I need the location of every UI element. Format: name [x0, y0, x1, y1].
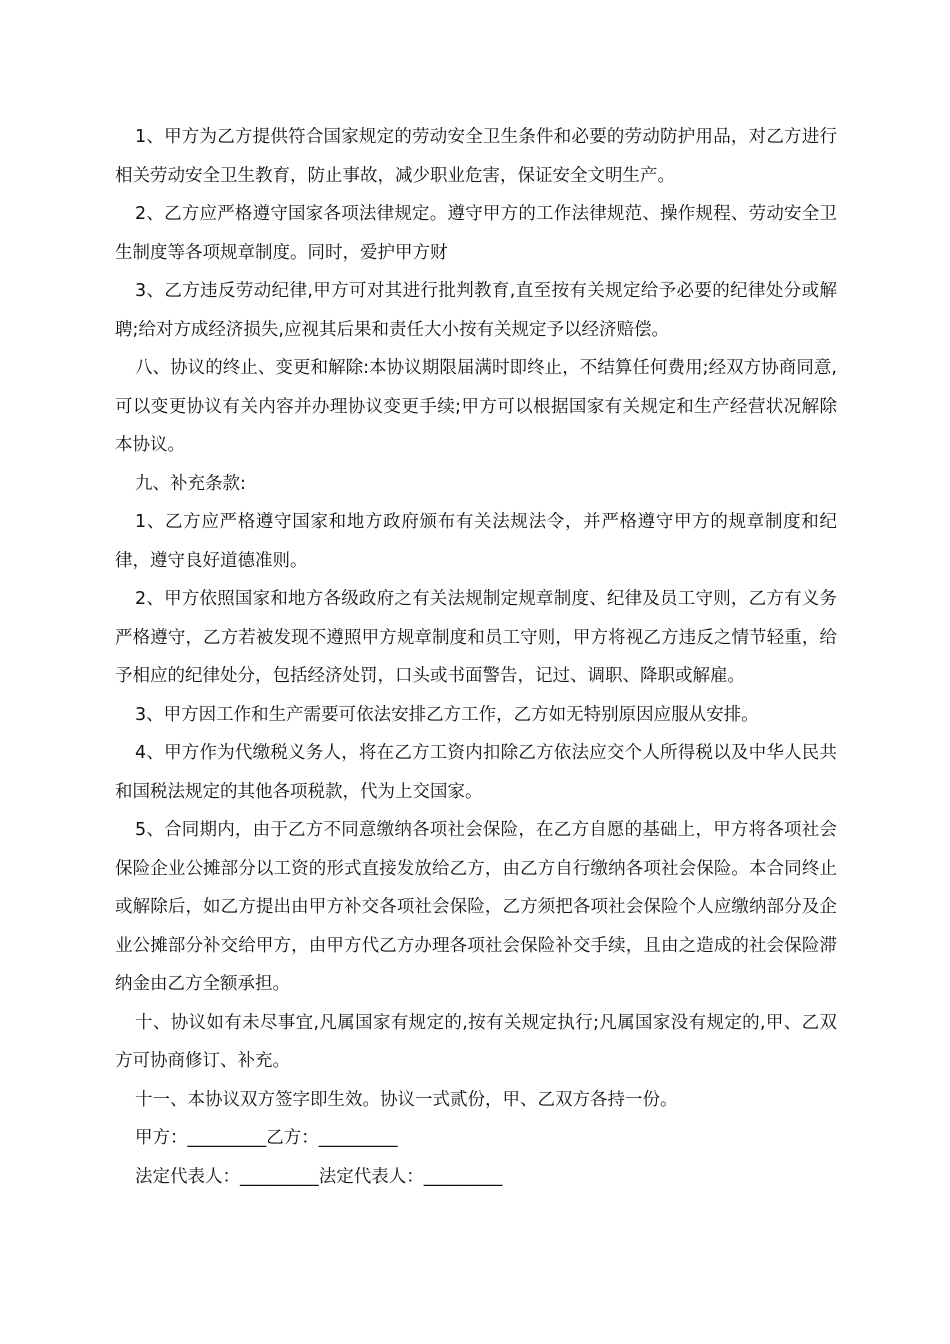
section-10-unresolved: 十、协议如有未尽事宜,凡属国家有规定的,按有关规定执行;凡属国家没有规定的,甲、乙双方可协商修订、补充。: [115, 1012, 837, 1071]
supplement-3: 3、甲方因工作和生产需要可依法安排乙方工作，乙方如无特别原因应服从安排。: [135, 704, 759, 725]
section-8-termination: 八、协议的终止、变更和解除:本协议期限届满时即终止，不结算任何费用;经双方协商同意,可以变更协议有关内容并办理协议变更手续;甲方可以根据国家有关规定和生产经营状况解除本协议。: [115, 358, 837, 455]
supplement-1: 1、乙方应严格遵守国家和地方政府颁布有关法规法令，并严格遵守甲方的规章制度和纪律，遵守良好道德准则。: [115, 512, 837, 571]
clause-3-discipline: 3、乙方违反劳动纪律,甲方可对其进行批判教育,直至按有关规定给予必要的纪律处分或解聘;给对方成经济损失,应视其后果和责任大小按有关规定予以经济赔偿。: [115, 281, 837, 340]
supplement-2: 2、甲方依照国家和地方各级政府之有关法规制定规章制度、纪律及员工守则，乙方有义务严格遵守，乙方若被发现不遵照甲方规章制度和员工守则，甲方将视乙方违反之情节轻重，给予相应的纪律处分，包括经济处罚，口头或书面警告，记过、调职、降职或解雇。: [115, 589, 837, 686]
signature-parties: 甲方：_________乙方：_________: [135, 1128, 398, 1148]
section-11-effective: 十一、本协议双方签字即生效。协议一式贰份，甲、乙双方各持一份。: [135, 1089, 678, 1110]
clause-2-compliance: 2、乙方应严格遵守国家各项法律规定。遵守甲方的工作法律规范、操作规程、劳动安全卫生制度等各项规章制度。同时，爱护甲方财: [115, 204, 837, 263]
signature-representatives: 法定代表人：_________法定代表人：_________: [135, 1166, 503, 1187]
section-9-heading: 九、补充条款:: [135, 473, 246, 494]
supplement-5: 5、合同期内，由于乙方不同意缴纳各项社会保险，在乙方自愿的基础上，甲方将各项社会保险企业公摊部分以工资的形式直接发放给乙方，由乙方自行缴纳各项社会保险。本合同终止或解除后，如乙方提出由甲方补交各项社会保险，乙方须把各项社会保险个人应缴纳部分及企业公摊部分补交给甲方，由甲方代乙方办理各项社会保险补交手续，且由之造成的社会保险滞纳金由乙方全额承担。: [115, 820, 837, 994]
clause-1-safety: 1、甲方为乙方提供符合国家规定的劳动安全卫生条件和必要的劳动防护用品，对乙方进行相关劳动安全卫生教育，防止事故，减少职业危害，保证安全文明生产。: [115, 127, 837, 186]
document-body: [115, 118, 837, 1196]
supplement-4: 4、甲方作为代缴税义务人，将在乙方工资内扣除乙方依法应交个人所得税以及中华人民共和国税法规定的其他各项税款，代为上交国家。: [115, 743, 837, 802]
